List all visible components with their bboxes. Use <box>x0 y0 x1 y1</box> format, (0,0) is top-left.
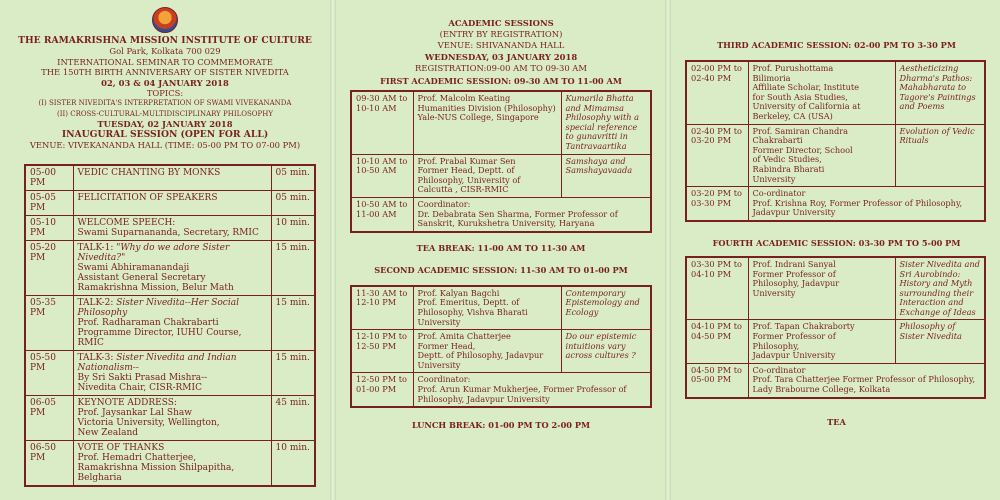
session-speaker: Coordinator: Prof. Arun Kumar Mukherjee, Former Professor of Philosophy, Jadavpur University <box>413 373 651 407</box>
registration-time: REGISTRATION:09-00 AM TO 09-30 AM <box>415 62 587 73</box>
session-topic: Evolution of Vedic Rituals <box>895 124 985 187</box>
session-topic: Philosophy of Sister Nivedita <box>895 320 985 363</box>
program-row <box>25 241 315 296</box>
program-time: 05-50 PM <box>25 351 73 396</box>
topic-2: (II) CROSS-CULTURAL-MULTIDISCIPLINARY PHILOSOPHY <box>57 109 273 118</box>
first-session-table <box>350 90 652 233</box>
first-session-title: FIRST ACADEMIC SESSION: 09-30 AM TO 11-00 AM <box>380 76 622 87</box>
program-time: 05-20 PM <box>25 241 73 296</box>
program-duration: 05 min. <box>271 191 315 216</box>
seminar-line-2: THE 150TH BIRTH ANNIVERSARY OF SISTER NIVEDITA <box>41 67 289 78</box>
session-time: 02-40 PM to 03-20 PM <box>686 124 748 187</box>
day2-morning-panel <box>338 0 664 500</box>
program-row <box>25 165 315 191</box>
session-time: 03-30 PM to 04-10 PM <box>686 257 748 320</box>
program-item <box>73 351 271 396</box>
program-speaker: Prof. Jaysankar Lal Shaw Victoria University, Wellington, New Zealand <box>77 408 220 439</box>
tea-break: TEA BREAK: 11-00 AM TO 11-30 AM <box>416 242 586 253</box>
session-time: 12-10 PM to 12-50 PM <box>351 330 413 373</box>
lunch-break: LUNCH BREAK: 01-00 PM TO 2-00 PM <box>411 420 591 431</box>
session-time: 04-10 PM to 04-50 PM <box>686 320 748 363</box>
program-item <box>73 241 271 296</box>
inaugural-session-title: INAUGURAL SESSION (OPEN FOR ALL) <box>61 128 269 140</box>
session-topic: Kumarila Bhatta and Mimamsa Philosophy with a special reference to gunavritti in Tantravaartika <box>561 91 651 154</box>
program-row <box>25 351 315 396</box>
session-time: 02-00 PM to 02-40 PM <box>686 61 748 124</box>
session-row <box>351 91 651 154</box>
program-row <box>25 216 315 241</box>
academic-sessions-title: ACADEMIC SESSIONS <box>448 18 554 28</box>
inaugural-program-table <box>24 164 316 487</box>
session-row <box>686 363 985 397</box>
session-row <box>351 197 651 231</box>
session-speaker: Co-ordinator Prof. Krishna Roy, Former Professor of Philosophy, Jadavpur University <box>748 187 985 221</box>
program-time: 05-05 PM <box>25 191 73 216</box>
session-speaker: Co-ordinator Prof. Tara Chatterjee Former Professor of Philosophy, Lady Brabourne College, Kolkata <box>748 363 985 397</box>
session-time: 03-20 PM to 03-30 PM <box>686 187 748 221</box>
program-item-title: TALK-1: <box>77 243 114 254</box>
session-time: 11-30 AM to 12-10 PM <box>351 286 413 330</box>
third-session-title: THIRD ACADEMIC SESSION: 02-00 PM TO 3-30 PM <box>717 40 956 50</box>
program-duration: 15 min. <box>271 351 315 396</box>
session-topic: Contemporary Epistemology and Ecology <box>561 286 651 330</box>
program-item <box>73 296 271 351</box>
program-time: 05-35 PM <box>25 296 73 351</box>
fourth-session-table <box>685 256 986 399</box>
tea-closing: TEA <box>827 416 846 427</box>
session-row <box>686 61 985 124</box>
program-item <box>73 396 271 441</box>
session-row <box>686 187 985 221</box>
inaugural-day: TUESDAY, 02 JANUARY 2018 <box>97 119 233 130</box>
second-session-table <box>350 285 652 409</box>
institute-emblem-icon <box>152 7 178 33</box>
session-row <box>686 320 985 363</box>
program-time: 05-00 PM <box>25 165 73 191</box>
session-speaker: Prof. Indrani Sanyal Former Professor of Philosophy, Jadavpur University <box>748 257 895 320</box>
session-row <box>351 286 651 330</box>
seminar-dates: 02, 03 & 04 JANUARY 2018 <box>101 77 229 88</box>
day2-date: WEDNESDAY, 03 JANUARY 2018 <box>424 51 578 62</box>
session-speaker: Prof. Amita Chatterjee Former Head, Deptt. of Philosophy, Jadavpur University <box>413 330 561 373</box>
session-speaker: Prof. Purushottama Bilimoria Affiliate Scholar, Institute for South Asia Studies, University of California at Berkeley, CA (USA) <box>748 61 895 124</box>
program-item <box>73 441 271 487</box>
session-time: 10-50 AM to 11-00 AM <box>351 197 413 231</box>
program-row <box>25 396 315 441</box>
session-speaker: Prof. Samiran Chandra Chakrabarti Former Director, School of Vedic Studies, Rabindra Bharati University <box>748 124 895 187</box>
program-duration: 45 min. <box>271 396 315 441</box>
program-talk-title: "Why do we adore Sister Nivedita?" <box>77 243 230 264</box>
program-speaker: Prof. Radharaman Chakrabarti Programme Director, IUHU Course, RMIC <box>77 318 242 349</box>
program-item-title: WELCOME SPEECH: <box>77 218 176 229</box>
program-duration: 15 min. <box>271 296 315 351</box>
entry-note: (ENTRY BY REGISTRATION) <box>439 29 563 40</box>
session-topic: Sister Nivedita and Sri Aurobindo: History and Myth surrounding their Interaction and Exchange of Ideas <box>895 257 985 320</box>
program-item-title: FELICITATION OF SPEAKERS <box>77 193 218 204</box>
topic-1: (I) SISTER NIVEDITA'S INTERPRETATION OF SWAMI VIVEKANANDA <box>38 99 292 108</box>
session-row <box>686 124 985 187</box>
session-speaker: Prof. Kalyan Bagchi Prof. Emeritus, Deptt. of Philosophy, Vishva Bharati University <box>413 286 561 330</box>
session-time: 12-50 PM to 01-00 PM <box>351 373 413 407</box>
program-duration: 10 min. <box>271 441 315 487</box>
program-item-title: TALK-3: <box>77 353 114 364</box>
session-row <box>351 373 651 407</box>
session-speaker: Coordinator: Dr. Debabrata Sen Sharma, Former Professor of Sanskrit, Kurukshetra University, Haryana <box>413 197 651 231</box>
program-duration: 05 min. <box>271 165 315 191</box>
session-row <box>351 330 651 373</box>
session-row <box>351 154 651 197</box>
second-session-title: SECOND ACADEMIC SESSION: 11-30 AM TO 01-00 PM <box>374 264 628 275</box>
session-topic: Do our epistemic intuitions vary across cultures ? <box>561 330 651 373</box>
program-duration: 10 min. <box>271 216 315 241</box>
session-time: 04-50 PM to 05-00 PM <box>686 363 748 397</box>
program-talk-title: Sister Nivedita and Indian Nationalism-- <box>77 353 237 374</box>
program-item <box>73 165 271 191</box>
program-row <box>25 296 315 351</box>
session-speaker: Prof. Malcolm Keating Humanities Division (Philosophy) Yale-NUS College, Singapore <box>413 91 561 154</box>
day2-afternoon-panel <box>673 0 1000 500</box>
fourth-session-title: FOURTH ACADEMIC SESSION: 03-30 PM TO 5-00 PM <box>712 237 961 248</box>
program-speaker: Swami Abhiramanandaji Assistant General Secretary Ramakrishna Mission, Belur Math <box>77 263 234 294</box>
org-address: Gol Park, Kolkata 700 029 <box>109 46 221 57</box>
program-item-title: TALK-2: <box>77 298 114 309</box>
program-speaker: Swami Suparnananda, Secretary, RMIC <box>77 228 259 239</box>
program-speaker: By Sri Sakti Prasad Mishra-- Nivedita Chair, CISR-RMIC <box>77 373 208 394</box>
program-row <box>25 191 315 216</box>
program-time: 05-10 PM <box>25 216 73 241</box>
inaugural-venue: VENUE: VIVEKANANDA HALL (TIME: 05-00 PM TO 07-00 PM) <box>29 140 301 151</box>
session-topic: Samshaya and Samshayavaada <box>561 154 651 197</box>
program-duration: 15 min. <box>271 241 315 296</box>
program-item <box>73 191 271 216</box>
program-row <box>25 441 315 487</box>
session-time: 10-10 AM to 10-50 AM <box>351 154 413 197</box>
program-item-title: KEYNOTE ADDRESS: <box>77 398 177 409</box>
org-name: THE RAMAKRISHNA MISSION INSTITUTE OF CULTURE <box>18 35 312 46</box>
academic-venue: VENUE: SHIVANANDA HALL <box>437 40 565 51</box>
program-time: 06-05 PM <box>25 396 73 441</box>
session-topic: Aestheticizing Dharma's Pathos: Mahabharata to Tagore's Paintings and Poems <box>895 61 985 124</box>
program-talk-title: Sister Nivedita--Her Social Philosophy <box>77 298 239 319</box>
session-time: 09-30 AM to 10-10 AM <box>351 91 413 154</box>
session-row <box>686 257 985 320</box>
third-session-table <box>685 60 986 222</box>
program-time: 06-50 PM <box>25 441 73 487</box>
program-speaker: Prof. Hemadri Chatterjee, Ramakrishna Mission Shilpapitha, Belgharia <box>77 453 235 484</box>
seminar-line-1: INTERNATIONAL SEMINAR TO COMMEMORATE <box>57 56 273 67</box>
session-speaker: Prof. Tapan Chakraborty Former Professor of Philosophy, Jadavpur University <box>748 320 895 363</box>
program-item-title: VOTE OF THANKS <box>77 443 165 454</box>
session-speaker: Prof. Prabal Kumar Sen Former Head, Deptt. of Philosophy, University of Calcutta , CISR-RMIC <box>413 154 561 197</box>
inaugural-panel <box>0 0 330 500</box>
program-item <box>73 216 271 241</box>
topics-title: TOPICS: <box>146 88 184 99</box>
program-item-title: VEDIC CHANTING BY MONKS <box>77 168 221 179</box>
